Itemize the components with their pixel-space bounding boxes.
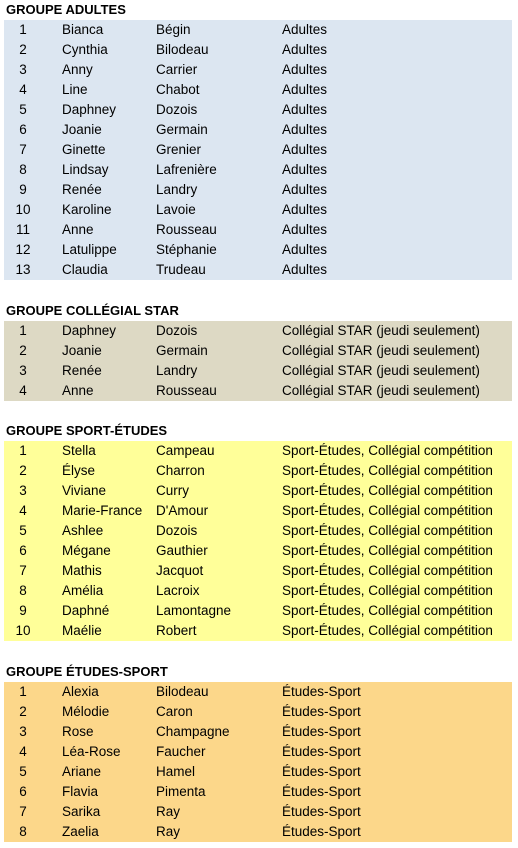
first-name-cell: Daphney (62, 102, 117, 117)
row-number: 1 (19, 684, 27, 699)
first-name-cell: Mégane (62, 543, 111, 558)
group-rows (4, 682, 512, 842)
group-cell: Études-Sport (282, 784, 361, 799)
group-title: GROUPE COLLÉGIAL STAR (6, 303, 179, 318)
first-name-cell: Joanie (62, 343, 102, 358)
group-cell: Collégial STAR (jeudi seulement) (282, 363, 480, 378)
last-name-cell: Caron (156, 704, 193, 719)
group-cell: Sport-Études, Collégial compétition (282, 443, 493, 458)
table-row (4, 441, 512, 461)
row-number: 5 (19, 764, 27, 779)
group-title: GROUPE SPORT-ÉTUDES (6, 423, 168, 438)
group-collegial-star (0, 301, 518, 401)
first-name-cell: Ginette (62, 142, 106, 157)
table-row (4, 461, 512, 481)
first-name-cell: Renée (62, 363, 102, 378)
row-number: 7 (19, 142, 27, 157)
last-name-cell: Lafrenière (156, 162, 217, 177)
last-name-cell: Bégin (156, 22, 191, 37)
first-name-cell: Karoline (62, 202, 112, 217)
last-name-cell: Jacquot (156, 563, 204, 578)
group-title: GROUPE ADULTES (6, 2, 126, 17)
group-cell: Adultes (282, 142, 328, 157)
first-name-cell: Sarika (62, 804, 101, 819)
last-name-cell: Gauthier (156, 543, 208, 558)
table-row (4, 561, 512, 581)
group-cell: Sport-Études, Collégial compétition (282, 543, 493, 558)
row-number: 2 (19, 42, 27, 57)
table-row (4, 481, 512, 501)
row-number: 13 (15, 262, 31, 277)
table-row (4, 220, 512, 240)
last-name-cell: Dozois (156, 323, 198, 338)
row-number: 10 (15, 202, 31, 217)
table-row (4, 802, 512, 822)
group-cell: Études-Sport (282, 764, 361, 779)
last-name-cell: Campeau (156, 443, 215, 458)
table-row (4, 140, 512, 160)
group-cell: Adultes (282, 262, 328, 277)
table-row (4, 341, 512, 361)
row-number: 12 (15, 242, 31, 257)
first-name-cell: Alexia (62, 684, 99, 699)
last-name-cell: D'Amour (156, 503, 209, 518)
group-cell: Sport-Études, Collégial compétition (282, 523, 493, 538)
row-number: 2 (19, 343, 27, 358)
first-name-cell: Anny (62, 62, 93, 77)
group-cell: Adultes (282, 222, 328, 237)
last-name-cell: Landry (156, 363, 198, 378)
first-name-cell: Stella (62, 443, 96, 458)
last-name-cell: Rousseau (156, 222, 217, 237)
last-name-cell: Rousseau (156, 383, 217, 398)
row-number: 11 (15, 222, 30, 237)
row-number: 1 (19, 22, 27, 37)
first-name-cell: Lindsay (62, 162, 109, 177)
table-row (4, 40, 512, 60)
table-row (4, 521, 512, 541)
group-cell: Adultes (282, 42, 328, 57)
last-name-cell: Landry (156, 182, 198, 197)
group-cell: Sport-Études, Collégial compétition (282, 563, 493, 578)
row-number: 4 (19, 503, 27, 518)
row-number: 9 (19, 182, 27, 197)
first-name-cell: Viviane (62, 483, 107, 498)
table-row (4, 321, 512, 341)
group-title: GROUPE ÉTUDES-SPORT (6, 664, 168, 679)
table-row (4, 240, 512, 260)
group-cell: Adultes (282, 82, 328, 97)
row-number: 2 (19, 704, 27, 719)
row-number: 2 (19, 463, 27, 478)
last-name-cell: Dozois (156, 102, 198, 117)
table-row (4, 80, 512, 100)
row-number: 10 (15, 623, 31, 638)
last-name-cell: Trudeau (156, 262, 206, 277)
group-etudes-sport (0, 662, 518, 842)
group-cell: Sport-Études, Collégial compétition (282, 463, 493, 478)
last-name-cell: Pimenta (156, 784, 206, 799)
first-name-cell: Élyse (62, 463, 96, 478)
last-name-cell: Hamel (156, 764, 196, 779)
group-cell: Adultes (282, 182, 328, 197)
row-number: 6 (19, 543, 27, 558)
row-number: 7 (19, 804, 27, 819)
group-cell: Collégial STAR (jeudi seulement) (282, 323, 480, 338)
first-name-cell: Mélodie (62, 704, 110, 719)
last-name-cell: Lamontagne (156, 603, 232, 618)
group-cell: Études-Sport (282, 804, 361, 819)
table-row (4, 782, 512, 802)
first-name-cell: Anne (62, 222, 94, 237)
table-row (4, 100, 512, 120)
row-number: 4 (19, 82, 27, 97)
table-row (4, 722, 512, 742)
last-name-cell: Bilodeau (156, 42, 209, 57)
first-name-cell: Flavia (62, 784, 99, 799)
row-number: 9 (19, 603, 27, 618)
table-row (4, 541, 512, 561)
table-row (4, 581, 512, 601)
row-number: 4 (19, 383, 27, 398)
first-name-cell: Ashlee (62, 523, 104, 538)
group-rows (4, 321, 512, 401)
last-name-cell: Germain (156, 343, 208, 358)
first-name-cell: Rose (62, 724, 94, 739)
row-number: 3 (19, 483, 27, 498)
row-number: 6 (19, 784, 27, 799)
row-number: 8 (19, 162, 27, 177)
last-name-cell: Champagne (156, 724, 230, 739)
group-cell: Collégial STAR (jeudi seulement) (282, 343, 480, 358)
last-name-cell: Curry (156, 483, 189, 498)
table-row (4, 381, 512, 401)
last-name-cell: Charron (156, 463, 205, 478)
last-name-cell: Germain (156, 122, 208, 137)
group-cell: Adultes (282, 122, 328, 137)
last-name-cell: Lavoie (156, 202, 196, 217)
first-name-cell: Marie-France (62, 503, 143, 518)
first-name-cell: Zaelia (62, 824, 99, 839)
group-sport-etudes (0, 421, 518, 641)
table-row (4, 60, 512, 80)
group-cell: Sport-Études, Collégial compétition (282, 503, 493, 518)
group-cell: Sport-Études, Collégial compétition (282, 603, 493, 618)
row-number: 8 (19, 824, 27, 839)
row-number: 4 (19, 744, 27, 759)
group-adultes (0, 0, 518, 280)
table-row (4, 501, 512, 521)
group-cell: Études-Sport (282, 704, 361, 719)
last-name-cell: Carrier (156, 62, 198, 77)
row-number: 1 (19, 443, 27, 458)
group-cell: Adultes (282, 22, 328, 37)
table-row (4, 742, 512, 762)
row-number: 7 (19, 563, 27, 578)
last-name-cell: Ray (156, 824, 181, 839)
group-cell: Études-Sport (282, 824, 361, 839)
table-row (4, 20, 512, 40)
last-name-cell: Ray (156, 804, 181, 819)
last-name-cell: Dozois (156, 523, 198, 538)
last-name-cell: Robert (156, 623, 197, 638)
first-name-cell: Latulippe (62, 242, 117, 257)
table-row (4, 601, 512, 621)
group-cell: Adultes (282, 102, 328, 117)
first-name-cell: Claudia (62, 262, 108, 277)
row-number: 8 (19, 583, 27, 598)
first-name-cell: Léa-Rose (62, 744, 121, 759)
row-number: 5 (19, 102, 27, 117)
group-rows (4, 441, 512, 641)
first-name-cell: Renée (62, 182, 102, 197)
table-row (4, 120, 512, 140)
group-cell: Collégial STAR (jeudi seulement) (282, 383, 480, 398)
last-name-cell: Lacroix (156, 583, 200, 598)
group-cell: Adultes (282, 62, 328, 77)
row-number: 6 (19, 122, 27, 137)
table-row (4, 621, 512, 641)
group-cell: Adultes (282, 202, 328, 217)
last-name-cell: Bilodeau (156, 684, 209, 699)
first-name-cell: Joanie (62, 122, 102, 137)
group-cell: Sport-Études, Collégial compétition (282, 623, 493, 638)
first-name-cell: Line (62, 82, 88, 97)
first-name-cell: Cynthia (62, 42, 108, 57)
table-row (4, 200, 512, 220)
group-cell: Sport-Études, Collégial compétition (282, 483, 493, 498)
row-number: 3 (19, 363, 27, 378)
first-name-cell: Mathis (62, 563, 102, 578)
last-name-cell: Stéphanie (156, 242, 217, 257)
row-number: 3 (19, 724, 27, 739)
group-cell: Adultes (282, 242, 328, 257)
table-row (4, 762, 512, 782)
last-name-cell: Chabot (156, 82, 200, 97)
first-name-cell: Daphney (62, 323, 117, 338)
row-number: 5 (19, 523, 27, 538)
first-name-cell: Maélie (62, 623, 102, 638)
table-row (4, 361, 512, 381)
first-name-cell: Ariane (62, 764, 102, 779)
table-row (4, 160, 512, 180)
table-row (4, 260, 512, 280)
row-number: 3 (19, 62, 27, 77)
table-row (4, 180, 512, 200)
last-name-cell: Grenier (156, 142, 202, 157)
group-cell: Adultes (282, 162, 328, 177)
last-name-cell: Faucher (156, 744, 206, 759)
first-name-cell: Bianca (62, 22, 104, 37)
group-rows (4, 20, 512, 280)
group-cell: Sport-Études, Collégial compétition (282, 583, 493, 598)
table-row (4, 702, 512, 722)
table-row (4, 682, 512, 702)
table-row (4, 822, 512, 842)
first-name-cell: Anne (62, 383, 94, 398)
first-name-cell: Daphné (62, 603, 110, 618)
group-cell: Études-Sport (282, 724, 361, 739)
row-number: 1 (19, 323, 27, 338)
first-name-cell: Amélia (62, 583, 104, 598)
group-cell: Études-Sport (282, 684, 361, 699)
group-cell: Études-Sport (282, 744, 361, 759)
